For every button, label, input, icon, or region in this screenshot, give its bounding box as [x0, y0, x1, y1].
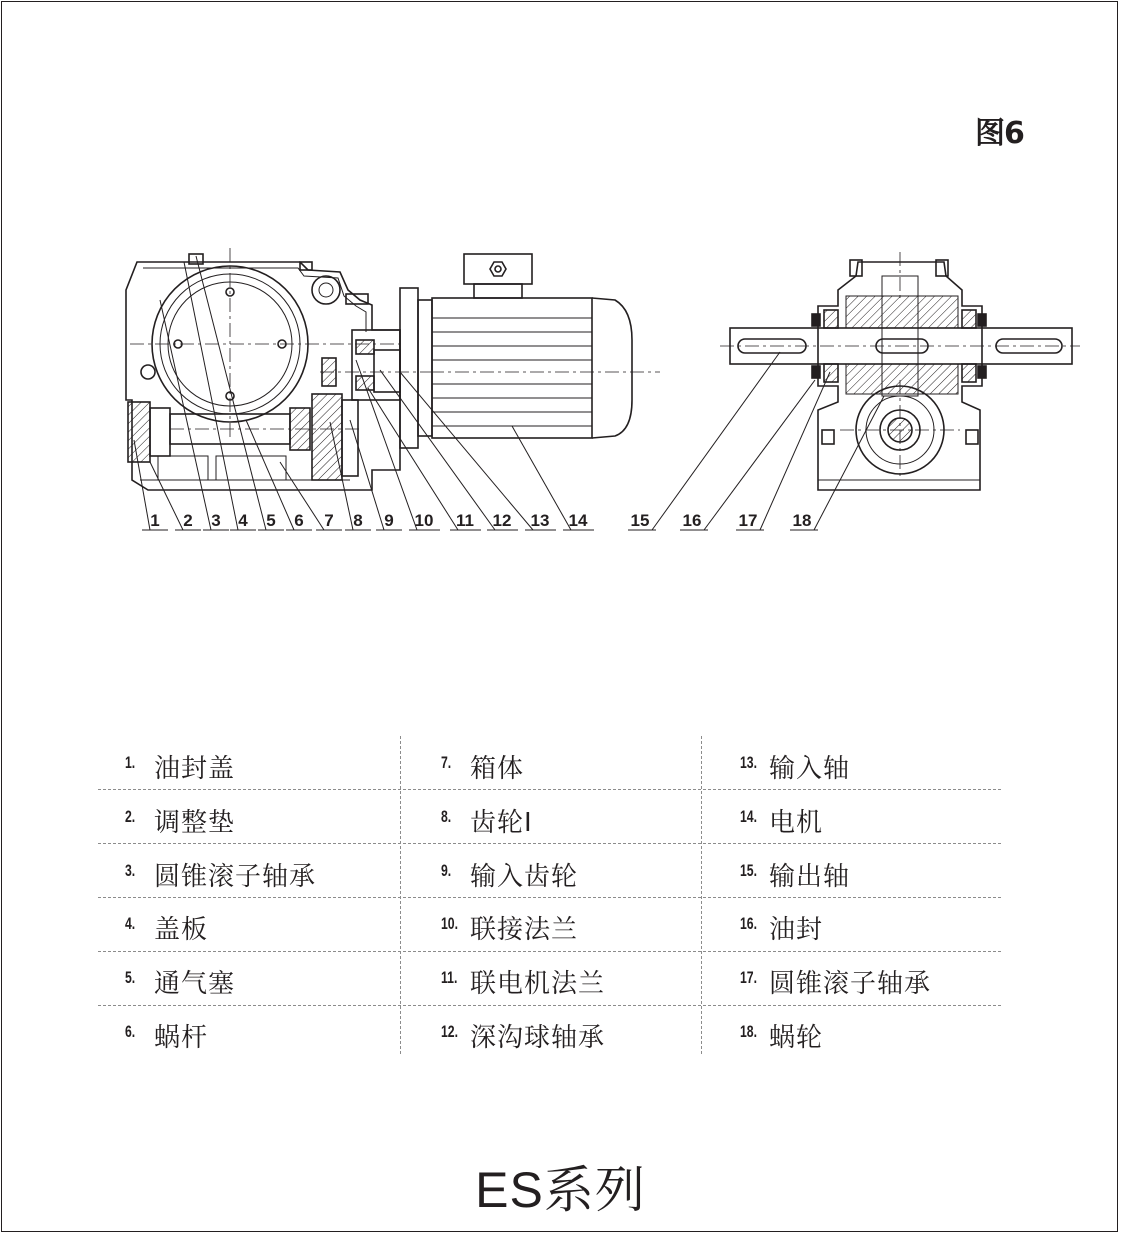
part-name: 电机 — [769, 808, 824, 838]
part-row — [713, 951, 1014, 1004]
part-name: 油封盖 — [154, 754, 236, 784]
series-title: ES系列 — [475, 1162, 646, 1218]
parts-table — [98, 736, 1001, 1054]
part-number: 14. — [740, 807, 758, 826]
callout-10: 10 — [414, 511, 434, 530]
part-name: 蜗轮 — [769, 1023, 824, 1053]
side-section-view — [126, 248, 432, 490]
part-row — [414, 1005, 715, 1058]
part-number: 3. — [125, 861, 136, 880]
callout-8: 8 — [353, 511, 363, 530]
part-row — [414, 844, 715, 897]
part-number: 11. — [441, 968, 458, 987]
part-name: 深沟球轴承 — [470, 1023, 606, 1053]
part-row — [713, 897, 1014, 950]
part-name: 箱体 — [470, 754, 525, 784]
front-section-view — [720, 252, 1080, 490]
callout-15: 15 — [630, 511, 650, 530]
part-row — [713, 1005, 1014, 1058]
part-row — [713, 736, 1014, 789]
column-divider — [400, 736, 401, 1054]
part-row — [98, 897, 399, 950]
callout-17: 17 — [738, 511, 758, 530]
callout-numbers — [150, 511, 811, 530]
part-name: 输出轴 — [769, 862, 851, 892]
part-row — [414, 897, 715, 950]
part-row — [414, 951, 715, 1004]
callout-3: 3 — [211, 511, 221, 530]
part-row — [414, 790, 715, 843]
part-number: 6. — [125, 1022, 136, 1041]
part-name: 通气塞 — [154, 969, 236, 999]
parts-column-3 — [713, 736, 1014, 1054]
part-number: 2. — [125, 807, 136, 826]
part-name: 蜗杆 — [154, 1023, 209, 1053]
part-number: 9. — [441, 861, 452, 880]
callout-7: 7 — [324, 511, 334, 530]
parts-column-1 — [98, 736, 399, 1054]
part-name: 圆锥滚子轴承 — [154, 862, 317, 892]
callout-5: 5 — [266, 511, 276, 530]
part-number: 17. — [740, 968, 758, 987]
part-number: 4. — [125, 914, 136, 933]
part-row — [713, 790, 1014, 843]
figure-label: 图6 — [975, 116, 1024, 151]
callout-11: 11 — [456, 511, 474, 530]
part-row — [98, 790, 399, 843]
part-name: 输入轴 — [769, 754, 851, 784]
motor-drawing — [430, 254, 660, 438]
part-name: 盖板 — [154, 915, 209, 945]
part-number: 5. — [125, 968, 136, 987]
leader-lines — [134, 256, 884, 530]
callout-13: 13 — [530, 511, 550, 530]
callout-6: 6 — [294, 511, 304, 530]
part-number: 15. — [740, 861, 758, 880]
part-row — [98, 951, 399, 1004]
callout-2: 2 — [183, 511, 193, 530]
part-row — [414, 736, 715, 789]
callout-12: 12 — [492, 511, 512, 530]
part-number: 13. — [740, 753, 758, 772]
part-name: 联接法兰 — [470, 915, 579, 945]
part-number: 10. — [441, 914, 459, 933]
part-name: 油封 — [769, 915, 824, 945]
callout-4: 4 — [238, 511, 248, 530]
part-number: 16. — [740, 914, 758, 933]
gearbox-drawing — [0, 0, 1121, 600]
part-name: 圆锥滚子轴承 — [769, 969, 932, 999]
part-name: 调整垫 — [154, 808, 236, 838]
parts-column-2 — [414, 736, 715, 1054]
callout-9: 9 — [384, 511, 394, 530]
part-name: 输入齿轮 — [470, 862, 579, 892]
part-number: 18. — [740, 1022, 758, 1041]
part-number: 1. — [125, 753, 136, 772]
part-number: 7. — [441, 753, 452, 772]
part-row — [713, 844, 1014, 897]
part-number: 12. — [441, 1022, 459, 1041]
part-row — [98, 844, 399, 897]
part-row — [98, 1005, 399, 1058]
part-name: 联电机法兰 — [470, 969, 606, 999]
callout-18: 18 — [792, 511, 812, 530]
part-row — [98, 736, 399, 789]
part-name: 齿轮I — [470, 808, 533, 838]
part-number: 8. — [441, 807, 452, 826]
callout-1: 1 — [150, 511, 160, 530]
callout-16: 16 — [682, 511, 702, 530]
callout-14: 14 — [568, 511, 588, 530]
